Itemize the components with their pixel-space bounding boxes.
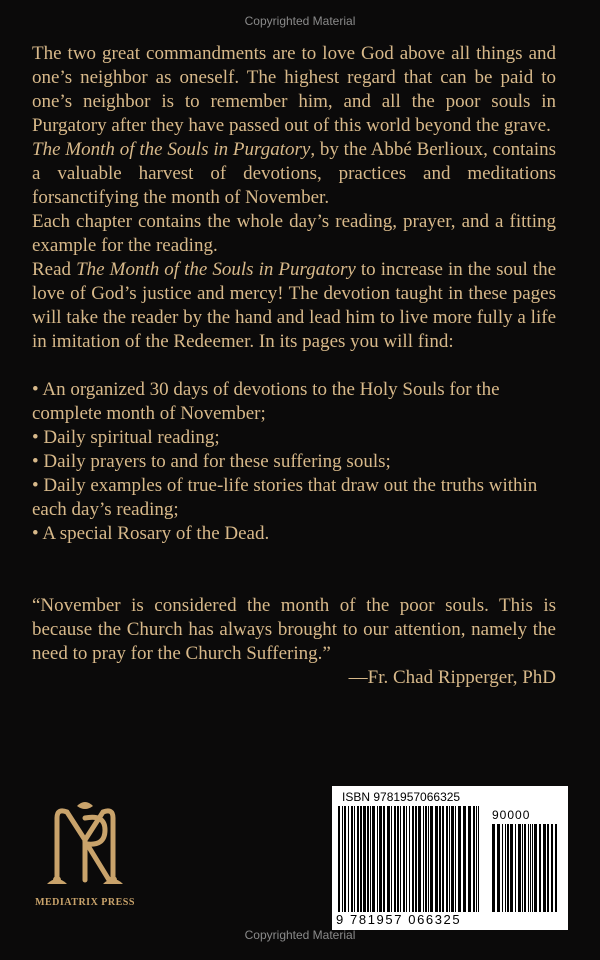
watermark-bottom: Copyrighted Material [244, 928, 356, 942]
list-item: • A special Rosary of the Dead. [32, 523, 270, 544]
watermark-top: Copyrighted Material [244, 14, 356, 28]
price-barcode-bars [492, 824, 560, 912]
feature-list [32, 378, 556, 546]
list-item: • Daily prayers to and for these suffering souls; [32, 451, 391, 472]
list-item: • Daily examples of true-life stories that draw out the truths within each day’s reading; [32, 475, 538, 520]
price-code: 90000 [492, 808, 531, 822]
publisher-logo [30, 800, 140, 908]
paragraph-book-summary [32, 138, 556, 210]
back-cover-text [32, 42, 556, 690]
ean-barcode-bars [338, 806, 482, 912]
read-lead: Read [32, 259, 77, 280]
summary-text: , by the Abbé Berlioux, contains a valuable harvest of devotions, practices and meditations forsanctifying the month of November. [32, 139, 556, 208]
paragraph-chapters: Each chapter contains the whole day’s reading, prayer, and a fitting example for the reading. [32, 211, 556, 256]
isbn-label: ISBN 9781957066325 [342, 790, 461, 804]
paragraph-read [32, 258, 556, 354]
publisher-name: MEDIATRIX PRESS [35, 897, 135, 908]
isbn-barcode [332, 786, 568, 930]
paragraph-commandments: The two great commandments are to love God above all things and one’s neighbor as oneself. The highest regard that can be paid to one’s neighbor is to remember him, and all the poor souls in Purgatory after they have passed out of this world beyond the grave. [32, 43, 556, 136]
quote-attribution: —Fr. Chad Ripperger, PhD [348, 667, 556, 688]
endorsement-quote: “November is considered the month of the poor souls. This is because the Church has always brought to our attention, namely the need to pray for the Church Suffering.” [32, 595, 556, 664]
mr-monogram-icon [43, 800, 127, 888]
book-title: The Month of the Souls in Purgatory [76, 259, 356, 280]
read-text: to increase in the soul the love of God’s justice and mercy! The devotion taught in these pages will take the reader by the hand and lead him to live more fully a life in imitation of the Redeemer. In its pages you will find: [32, 259, 556, 352]
list-item: • An organized 30 days of devotions to the Holy Souls for the complete month of November; [32, 379, 500, 424]
list-item: • Daily spiritual reading; [32, 427, 220, 448]
barcode-digits: 9 781957 066325 [336, 912, 462, 927]
book-title: The Month of the Souls in Purgatory [32, 139, 311, 160]
